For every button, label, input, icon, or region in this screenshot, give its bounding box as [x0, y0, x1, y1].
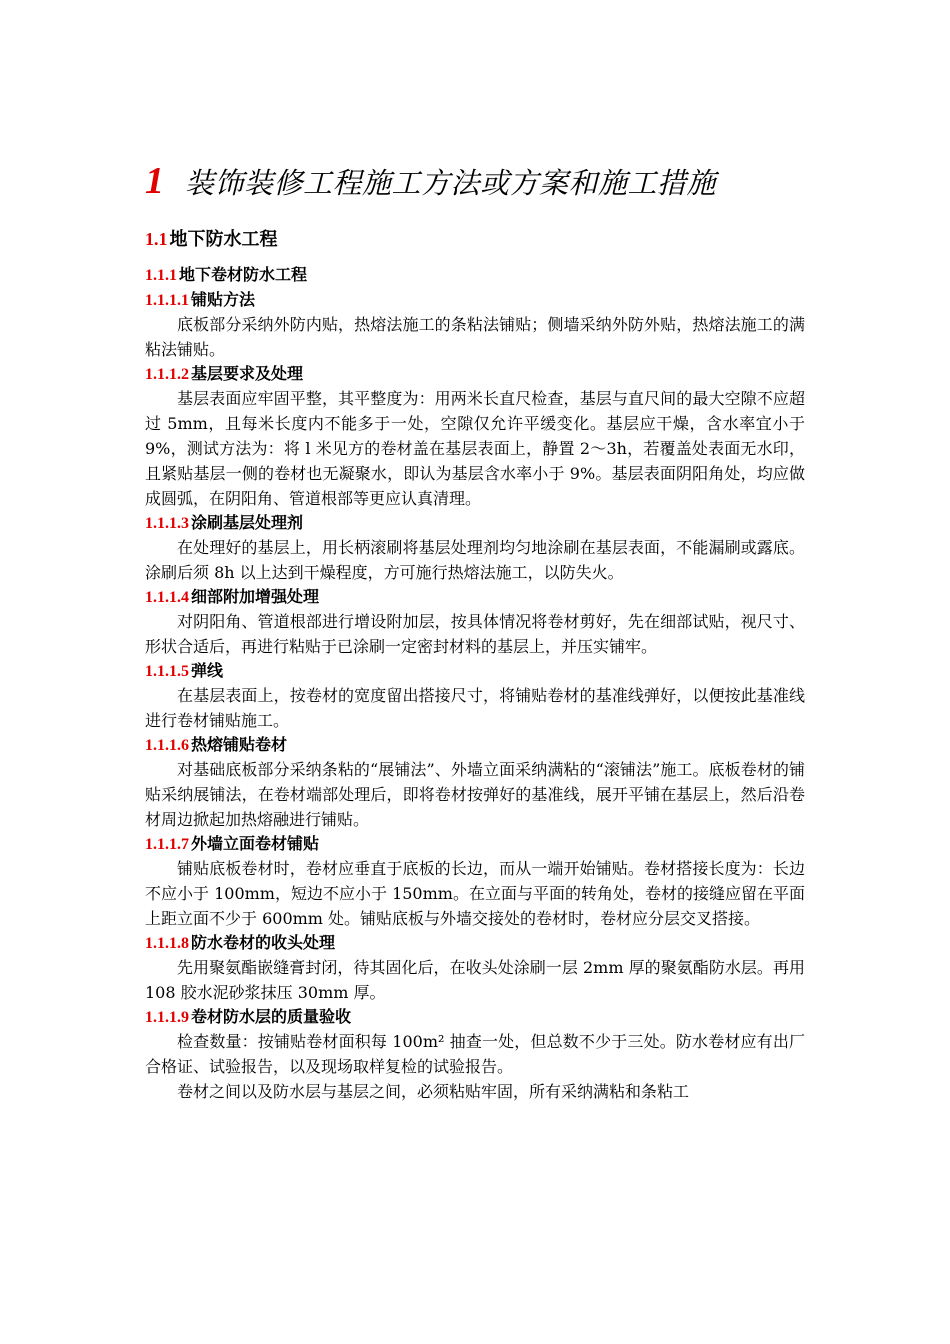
paragraph: 底板部分采纳外防内贴，热熔法施工的条粘法铺贴；侧墙采纳外防外贴，热熔法施工的满粘法铺贴。 [145, 315, 805, 359]
item-heading [145, 832, 805, 856]
item-number: 1.1.1.9 [145, 1009, 189, 1026]
item-heading [145, 362, 805, 386]
item-title: 基层要求及处理 [191, 364, 304, 383]
chapter-number: 1 [145, 160, 164, 202]
item-number: 1.1.1.3 [145, 515, 189, 532]
paragraph: 在基层表面上，按卷材的宽度留出搭接尺寸，将铺贴卷材的基准线弹好，以便按此基准线进行卷材铺贴施工。 [145, 686, 805, 730]
item-number: 1.1.1.7 [145, 836, 189, 853]
item-title: 细部附加增强处理 [191, 587, 320, 606]
subsection-number: 1.1.1 [145, 267, 177, 284]
item-number: 1.1.1.5 [145, 663, 189, 680]
subsection-heading [145, 262, 805, 288]
item-5 [145, 659, 805, 733]
document-content [145, 150, 805, 1104]
chapter-title: 装饰装修工程施工方法或方案和施工措施 [185, 165, 717, 200]
section-title: 地下防水工程 [169, 229, 278, 250]
paragraph: 卷材之间以及防水层与基层之间，必须粘贴牢固，所有采纳满粘和条粘工 [177, 1082, 690, 1101]
item-title: 铺贴方法 [191, 290, 256, 309]
item-title: 卷材防水层的质量验收 [191, 1007, 352, 1026]
section-number: 1.1 [145, 229, 168, 249]
item-number: 1.1.1.1 [145, 292, 189, 309]
item-title: 热熔铺贴卷材 [191, 735, 288, 754]
item-number: 1.1.1.2 [145, 366, 189, 383]
item-heading [145, 288, 805, 312]
paragraph: 基层表面应牢固平整，其平整度为：用两米长直尺检查，基层与直尺间的最大空隙不应超过 5mm，且每米长度内不能多于一处，空隙仅允许平缓变化。基层应干燥，含水率宜小于 9%，测试方法为：将 l 米见方的卷材盖在基层表面上，静置 2～3h，若覆盖处表面无水印，且紧贴基层一侧的卷材也无凝聚水，即认为基层含水率小于 9%。基层表面阴阳角处，均应做成圆弧，在阴阳角、管道根部等更应认真清理。 [145, 389, 805, 508]
section-heading [145, 224, 805, 254]
paragraph: 检查数量：按铺贴卷材面积每 100m² 抽查一处，但总数不少于三处。防水卷材应有出厂合格证、试验报告，以及现场取样复检的试验报告。 [145, 1032, 805, 1076]
item-number: 1.1.1.6 [145, 737, 189, 754]
item-7 [145, 832, 805, 931]
item-title: 弹线 [191, 661, 224, 680]
item-title: 外墙立面卷材铺贴 [191, 834, 320, 853]
item-number: 1.1.1.8 [145, 935, 189, 952]
item-4 [145, 585, 805, 659]
item-heading [145, 511, 805, 535]
item-number: 1.1.1.4 [145, 589, 189, 606]
item-heading [145, 585, 805, 609]
item-heading [145, 931, 805, 955]
item-9 [145, 1005, 805, 1104]
paragraph: 对阴阳角、管道根部进行增设附加层，按具体情况将卷材剪好，先在细部试贴，视尺寸、形状合适后，再进行粘贴于已涂刷一定密封材料的基层上，并压实铺牢。 [145, 612, 805, 656]
paragraph: 先用聚氨酯嵌缝膏封闭，待其固化后，在收头处涂刷一层 2mm 厚的聚氨酯防水层。再用 108 胶水泥砂浆抹压 30mm 厚。 [145, 958, 805, 1002]
item-2 [145, 362, 805, 511]
chapter-heading [145, 156, 805, 206]
paragraph: 铺贴底板卷材时，卷材应垂直于底板的长边，而从一端开始铺贴。卷材搭接长度为：长边不应小于 100mm，短边不应小于 150mm。在立面与平面的转角处，卷材的接缝应留在平面上距立面不少于 600mm 处。铺贴底板与外墙交接处的卷材时，卷材应分层交叉搭接。 [145, 859, 805, 928]
paragraph: 对基础底板部分采纳条粘的“展铺法”、外墙立面采纳满粘的“滚铺法”施工。底板卷材的铺贴采纳展铺法，在卷材端部处理后，即将卷材按弹好的基准线，展开平铺在基层上，然后沿卷材周边掀起加热熔融进行铺贴。 [145, 760, 805, 829]
item-8 [145, 931, 805, 1005]
item-1 [145, 288, 805, 362]
item-heading [145, 659, 805, 683]
item-title: 涂刷基层处理剂 [191, 513, 304, 532]
item-3 [145, 511, 805, 585]
item-6 [145, 733, 805, 832]
paragraph: 在处理好的基层上，用长柄滚刷将基层处理剂均匀地涂刷在基层表面，不能漏刷或露底。涂刷后须 8h 以上达到干燥程度，方可施行热熔法施工，以防失火。 [145, 538, 805, 582]
item-heading [145, 1005, 805, 1029]
item-heading [145, 733, 805, 757]
item-title: 防水卷材的收头处理 [191, 933, 336, 952]
subsection-title: 地下卷材防水工程 [179, 265, 308, 284]
